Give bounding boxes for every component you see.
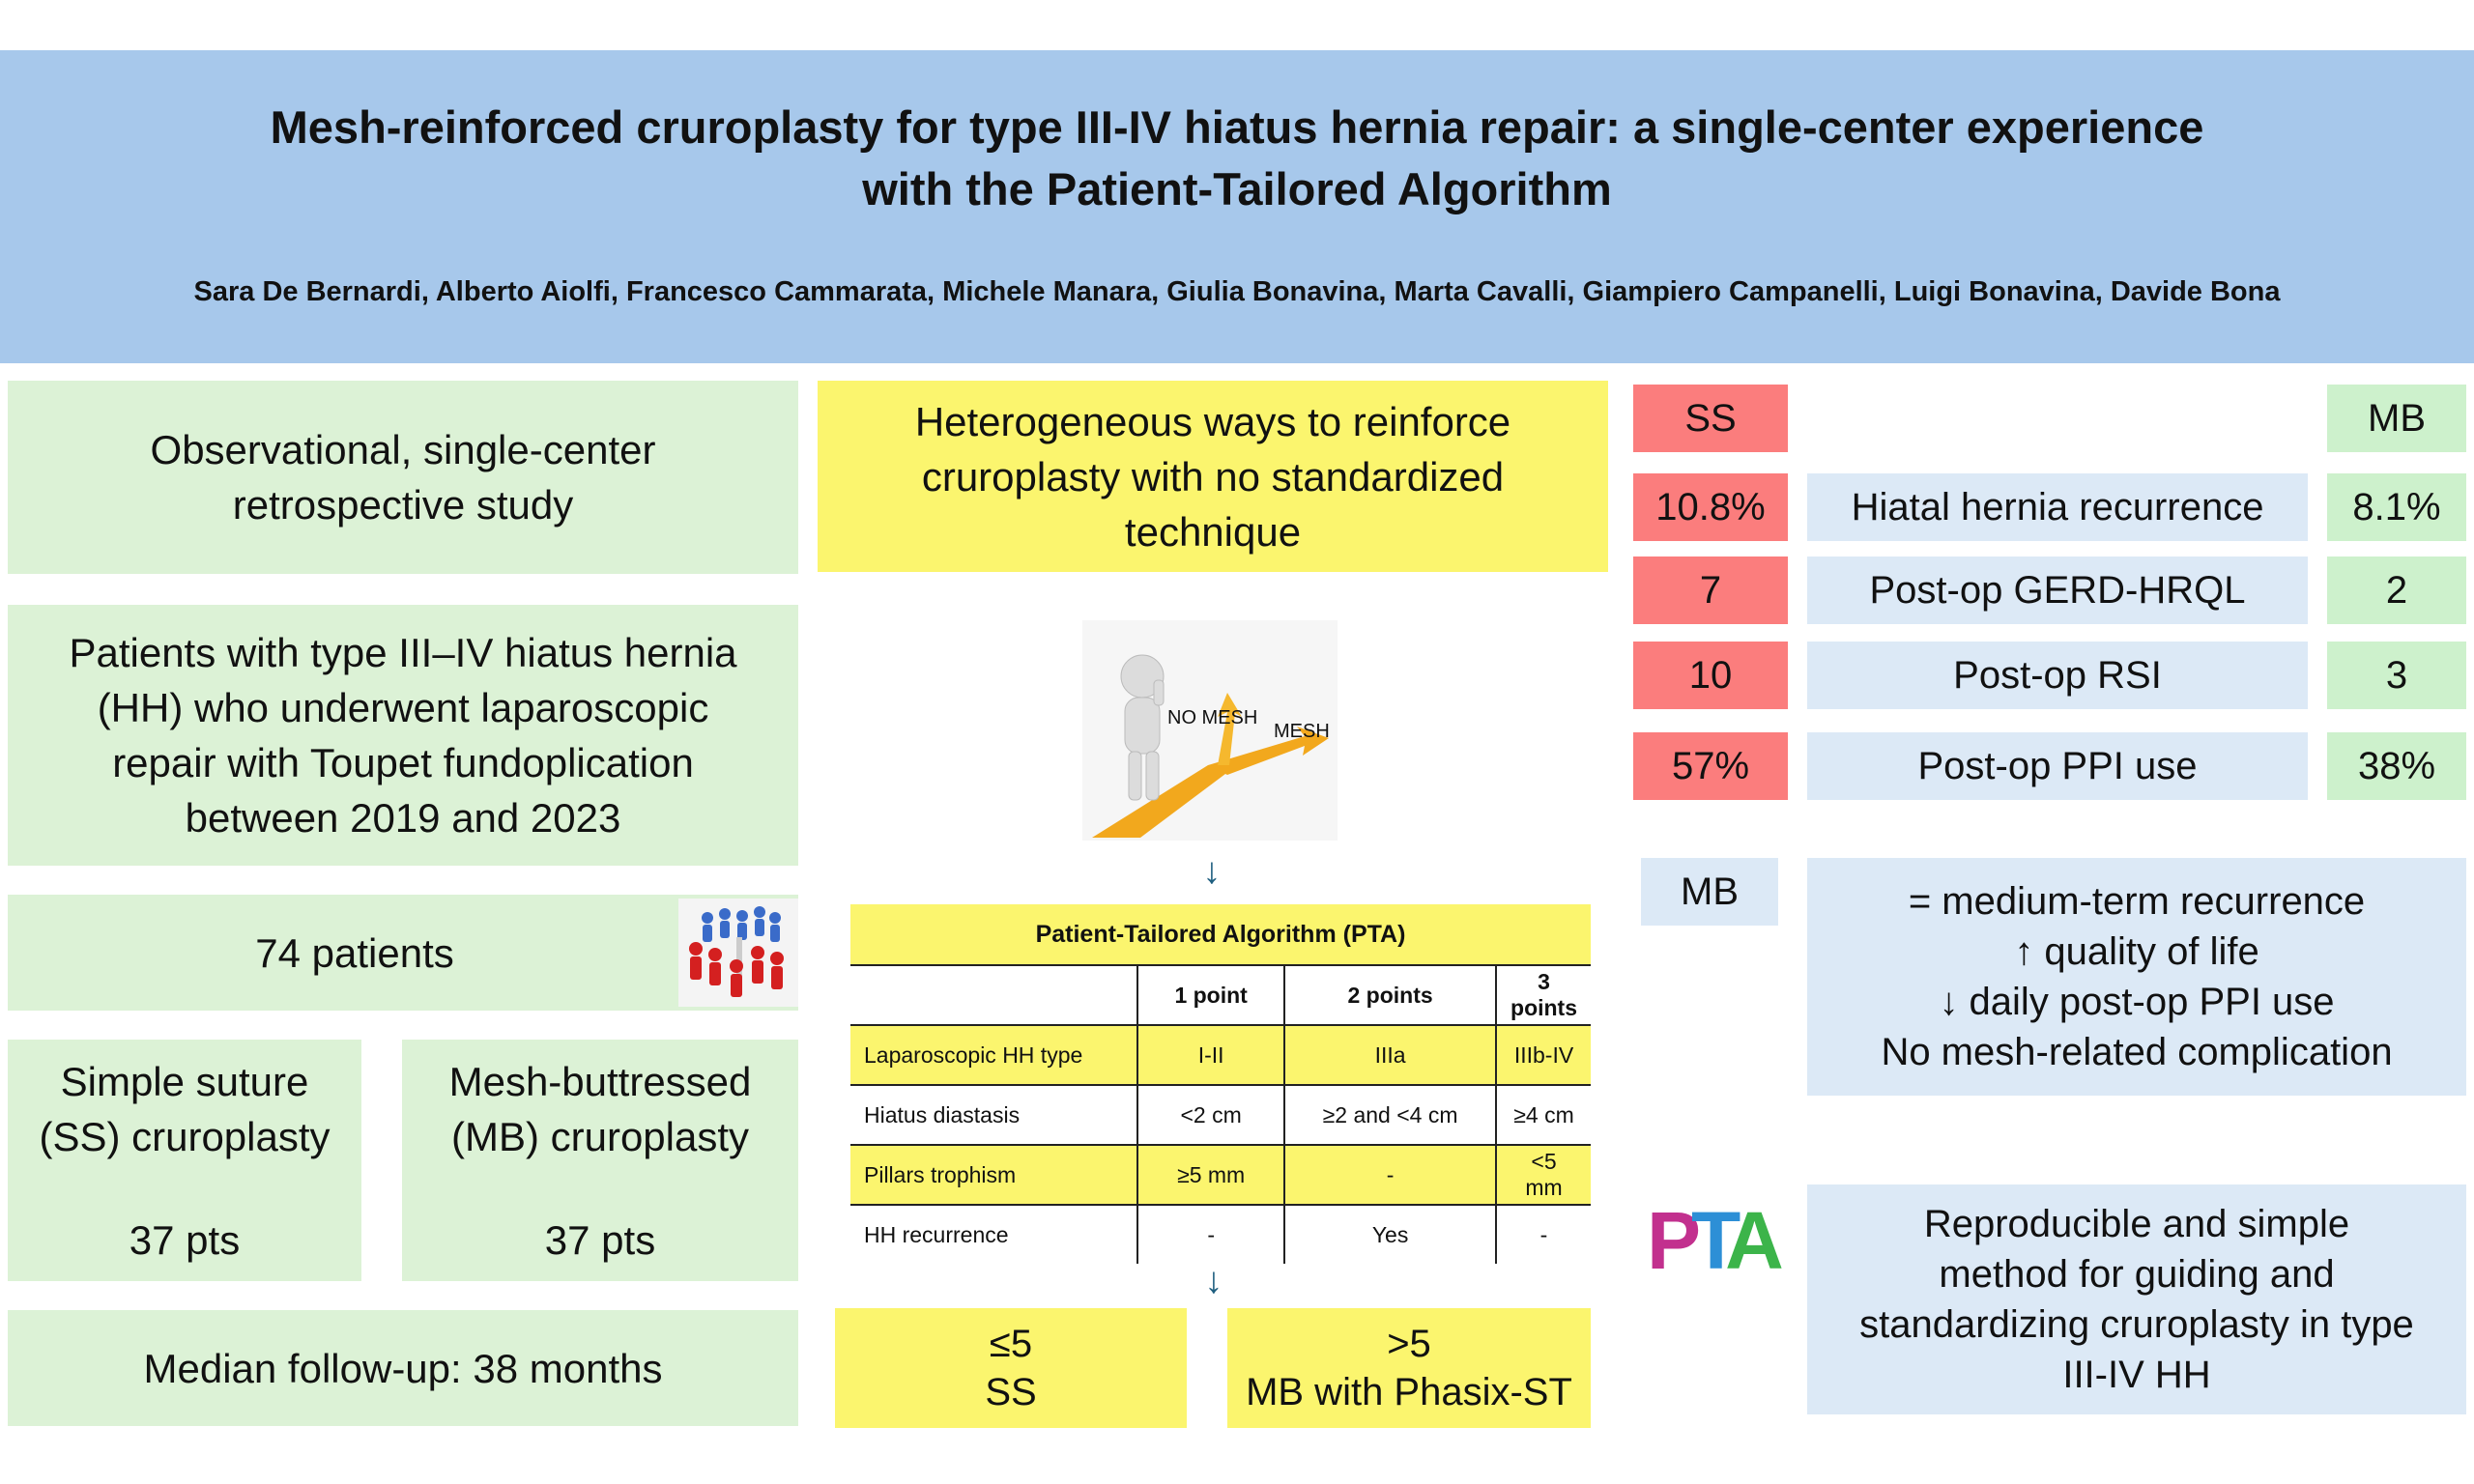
mb-header: MB: [2327, 385, 2466, 452]
table-row: [850, 1025, 1591, 1085]
ss-value: 57%: [1633, 732, 1788, 800]
table-cell: -: [1137, 1205, 1284, 1264]
mesh-label: MESH: [1274, 721, 1330, 742]
mb-tag: MB: [1641, 858, 1778, 926]
pta-logo-letter: T: [1691, 1195, 1726, 1286]
row-label: Pillars trophism: [850, 1145, 1137, 1205]
column-header: 3 points: [1496, 965, 1591, 1025]
ss-value: 10: [1633, 642, 1788, 709]
arrow-down-icon: ↓: [1204, 1261, 1223, 1301]
score-threshold: ≤5: [989, 1323, 1033, 1365]
mb-value: 38%: [2327, 732, 2466, 800]
crowd-icon: [678, 899, 798, 1007]
pta-logo-letter: P: [1647, 1195, 1692, 1286]
mb-group-label: (MB) cruroplasty: [450, 1113, 750, 1159]
pta-table: [850, 904, 1591, 1264]
ss-group-label: (SS) cruroplasty: [39, 1113, 331, 1159]
pta-conclusion-line: Reproducible and simple: [1923, 1203, 2350, 1245]
row-label: Laparoscopic HH type: [850, 1025, 1137, 1085]
author-list: Sara De Bernardi, Alberto Aiolfi, Francesco Cammarata, Michele Manara, Giulia Bonavina, Marta Cavalli, Giampiero Campanelli, Luigi Bonavina, Davide Bona: [193, 276, 2281, 307]
poster-title: [0, 97, 2474, 220]
column-header: [850, 965, 1137, 1025]
patients-line: (HH) who underwent laparoscopic: [97, 685, 709, 730]
followup-text: Median follow-up: 38 months: [143, 1345, 663, 1391]
arrow-down-icon: ↓: [1202, 851, 1222, 892]
mb-group-count: 37 pts: [544, 1216, 656, 1263]
outcome-mb-box: [1227, 1308, 1591, 1428]
score-threshold: >5: [1387, 1323, 1431, 1365]
outcome-label: MB with Phasix-ST: [1246, 1371, 1572, 1413]
ss-value: 10.8%: [1633, 473, 1788, 541]
pta-conclusion-line: III-IV HH: [2062, 1354, 2211, 1396]
problem-line: technique: [1124, 508, 1302, 555]
ss-group-box: [8, 1040, 361, 1281]
table-cell: IIIa: [1284, 1025, 1496, 1085]
table-cell: ≥2 and <4 cm: [1284, 1085, 1496, 1145]
ss-value: 7: [1633, 556, 1788, 624]
column-header: 1 point: [1137, 965, 1284, 1025]
problem-line: cruroplasty with no standardized: [921, 453, 1505, 499]
conclusion-point: = medium-term recurrence: [1908, 880, 2366, 923]
outcome-label: Post-op GERD-HRQL: [1807, 556, 2308, 624]
pta-conclusion-line: standardizing cruroplasty in type: [1859, 1303, 2414, 1346]
outcome-label: SS: [985, 1371, 1037, 1413]
patients-description-box: [8, 605, 798, 866]
pta-logo: [1647, 1194, 1772, 1287]
table-header-row: [850, 965, 1591, 1025]
mb-value: 3: [2327, 642, 2466, 709]
table-row: [850, 1085, 1591, 1145]
problem-line: Heterogeneous ways to reinforce: [914, 398, 1511, 444]
patients-line: repair with Toupet fundoplication: [112, 740, 694, 785]
table-cell: ≥4 cm: [1496, 1085, 1591, 1145]
table-row: [850, 1145, 1591, 1205]
no-mesh-label: NO MESH: [1167, 707, 1258, 728]
row-label: HH recurrence: [864, 1221, 1009, 1247]
outcome-label: Hiatal hernia recurrence: [1807, 473, 2308, 541]
column-header: 2 points: [1284, 965, 1496, 1025]
table-cell: IIIb-IV: [1496, 1025, 1591, 1085]
mb-value: 8.1%: [2327, 473, 2466, 541]
title-line-2: with the Patient-Tailored Algorithm: [862, 163, 1612, 214]
table-cell: <2 cm: [1137, 1085, 1284, 1145]
mb-value: 2: [2327, 556, 2466, 624]
row-label: Hiatus diastasis: [850, 1085, 1137, 1145]
table-row: [850, 1205, 1591, 1264]
table-title: Patient-Tailored Algorithm (PTA): [850, 904, 1591, 965]
patients-line: between 2019 and 2023: [185, 795, 621, 841]
problem-box: [818, 381, 1608, 572]
mesh-decision-illustration: [1082, 620, 1338, 841]
table-cell: I-II: [1137, 1025, 1284, 1085]
title-line-1: Mesh-reinforced cruroplasty for type III-IV hiatus hernia repair: a single-center experience: [270, 101, 2204, 153]
outcome-ss-box: [835, 1308, 1187, 1428]
patients-line: Patients with type III–IV hiatus hernia: [69, 630, 737, 675]
table-cell: Yes: [1284, 1205, 1496, 1264]
conclusion-point: ↑ quality of life: [2014, 930, 2259, 973]
study-design-line: retrospective study: [232, 482, 574, 528]
pta-conclusion-line: method for guiding and: [1939, 1253, 2335, 1296]
ss-group-label: Simple suture: [60, 1058, 309, 1104]
table-cell: -: [1496, 1205, 1591, 1264]
outcome-label: Post-op RSI: [1807, 642, 2308, 709]
study-design-box: [8, 381, 798, 574]
patient-count: 74 patients: [255, 929, 454, 976]
conclusion-point: ↓ daily post-op PPI use: [1939, 981, 2335, 1023]
mb-conclusions-box: [1807, 858, 2466, 1096]
table-cell: <5 mm: [1496, 1145, 1591, 1205]
outcome-label: Post-op PPI use: [1807, 732, 2308, 800]
pta-conclusion-box: [1807, 1184, 2466, 1414]
pta-logo-letter: A: [1725, 1195, 1774, 1286]
ss-header: SS: [1633, 385, 1788, 452]
conclusion-point: No mesh-related complication: [1881, 1031, 2393, 1073]
ss-group-count: 37 pts: [129, 1216, 241, 1263]
table-cell: ≥5 mm: [1137, 1145, 1284, 1205]
mb-group-box: [402, 1040, 798, 1281]
followup-box: [8, 1310, 798, 1426]
table-title-row: [850, 904, 1591, 965]
mb-group-label: Mesh-buttressed: [448, 1058, 752, 1104]
study-design-line: Observational, single-center: [150, 427, 656, 472]
table-cell: -: [1284, 1145, 1496, 1205]
